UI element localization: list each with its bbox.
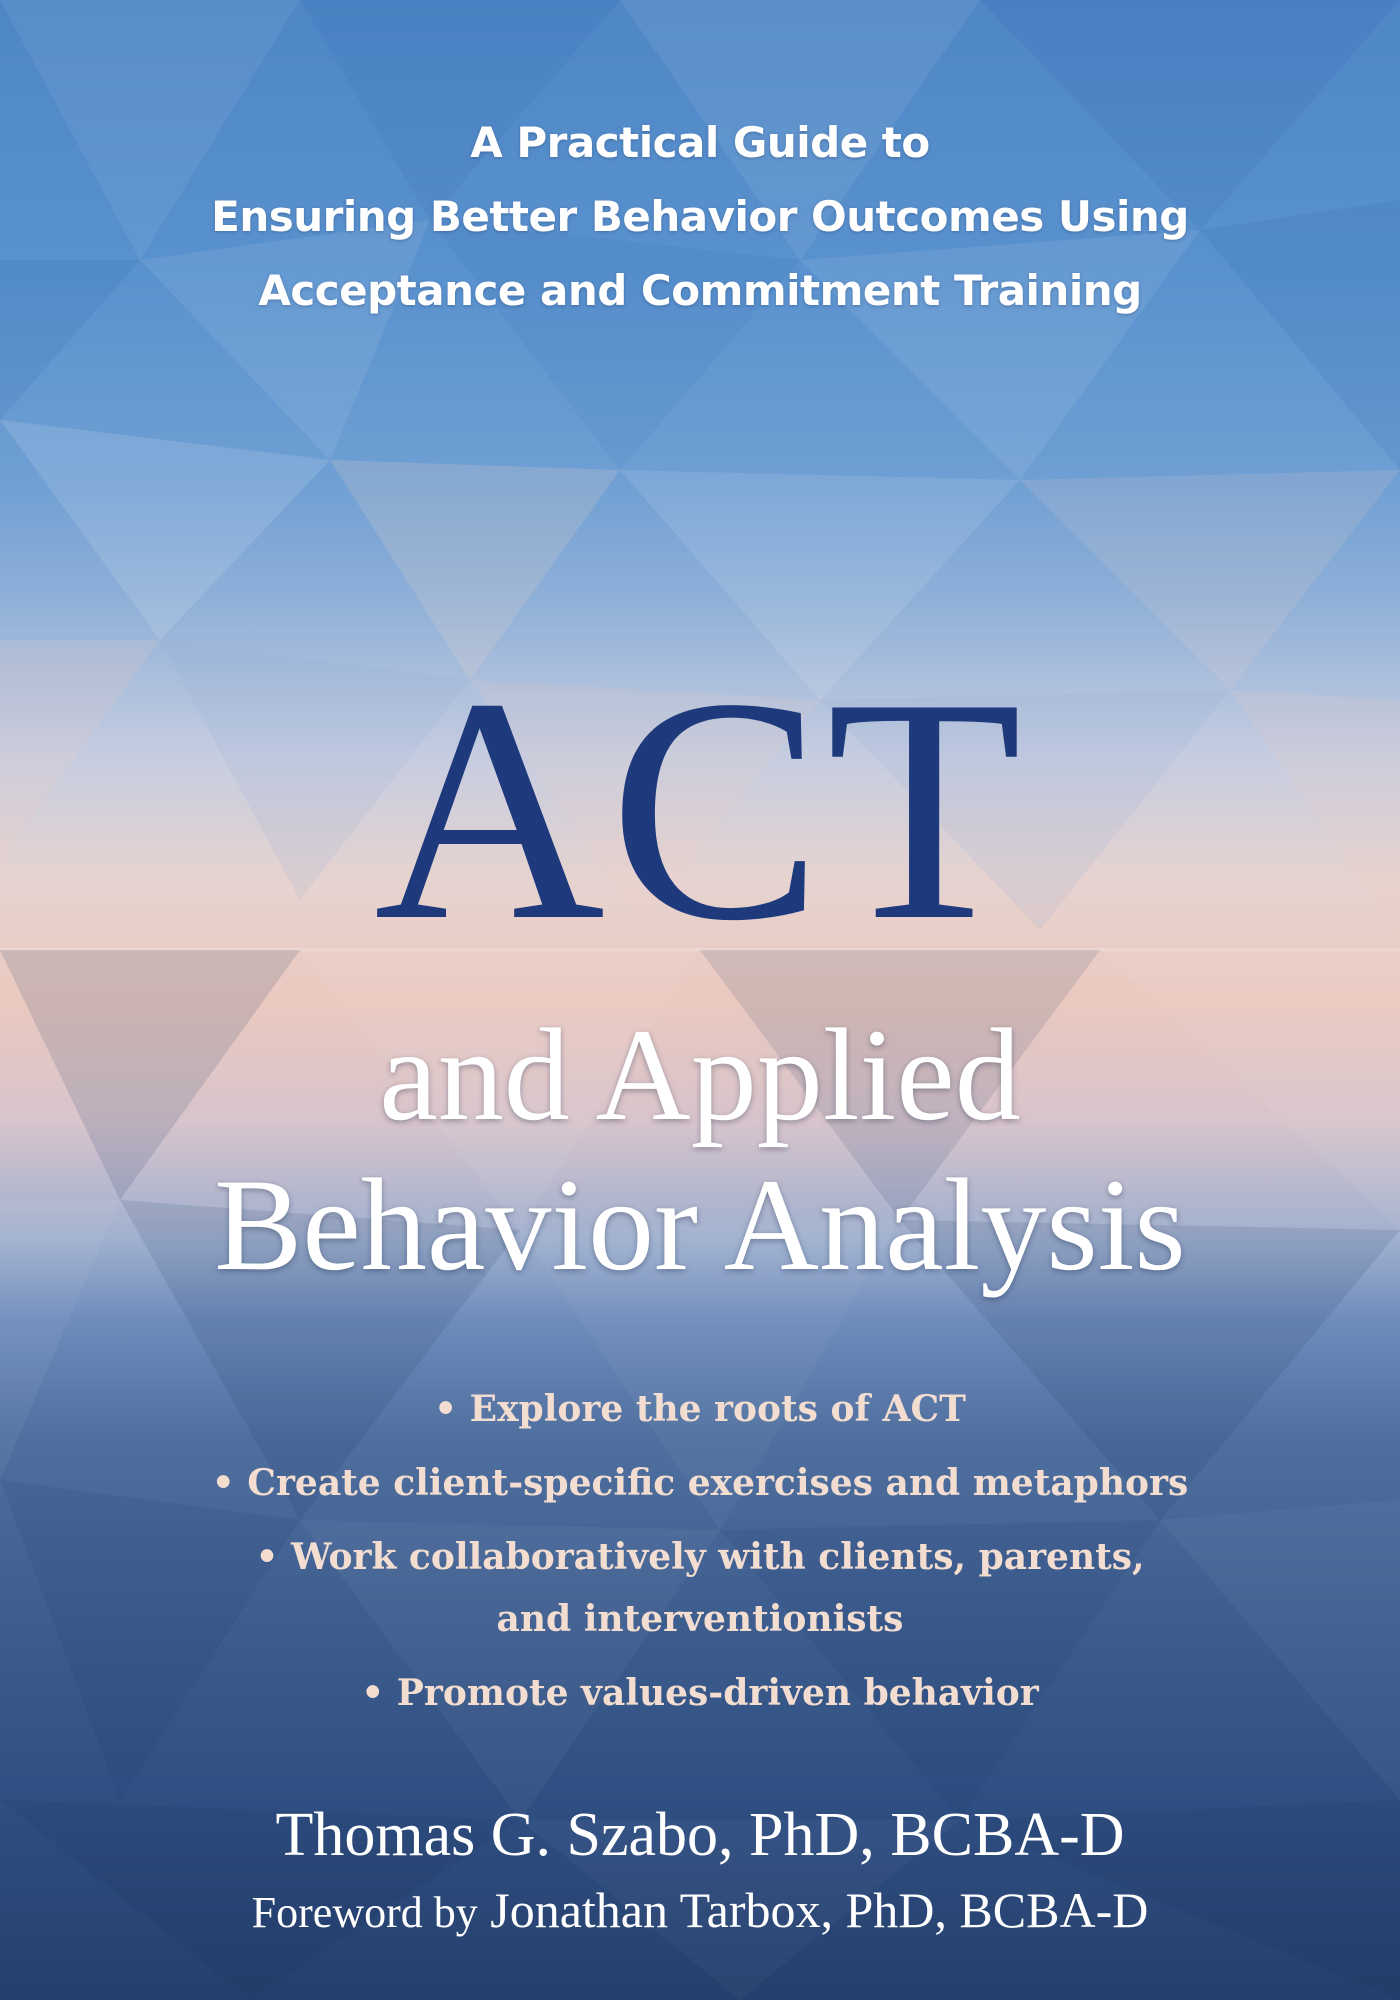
title-act: ACT xyxy=(374,633,1026,987)
bullet-text: • Explore the roots of ACT xyxy=(434,1388,966,1430)
feature-bullets xyxy=(0,1378,1400,1736)
subtitle-line-3: Acceptance and Commitment Training xyxy=(258,266,1142,315)
title-line-behavior-analysis: Behavior Analysis xyxy=(214,1151,1186,1298)
cover-subtitle xyxy=(0,106,1400,328)
title-line-and-applied: and Applied xyxy=(379,1001,1021,1148)
subtitle-line-1: A Practical Guide to xyxy=(470,118,930,167)
bullet-text-continuation: and interventionists xyxy=(496,1598,904,1640)
foreword-name: Jonathan Tarbox, PhD, BCBA-D xyxy=(490,1882,1149,1938)
author-name: Thomas G. Szabo, PhD, BCBA-D xyxy=(275,1801,1125,1869)
foreword-credit xyxy=(0,1880,1400,1943)
bullet-item-4 xyxy=(0,1662,1400,1724)
bullet-item-2 xyxy=(0,1452,1400,1514)
bullet-item-3 xyxy=(0,1526,1400,1650)
foreword-prefix: Foreword by xyxy=(251,1888,478,1937)
bullet-text: • Create client-specific exercises and metaphors xyxy=(211,1462,1189,1504)
title-applied-behavior-analysis xyxy=(0,1000,1400,1300)
bullet-text: • Work collaboratively with clients, parents, xyxy=(255,1536,1145,1578)
bullet-item-1 xyxy=(0,1378,1400,1440)
bullet-text: • Promote values-driven behavior xyxy=(361,1672,1039,1714)
subtitle-line-2: Ensuring Better Behavior Outcomes Using xyxy=(211,192,1189,241)
